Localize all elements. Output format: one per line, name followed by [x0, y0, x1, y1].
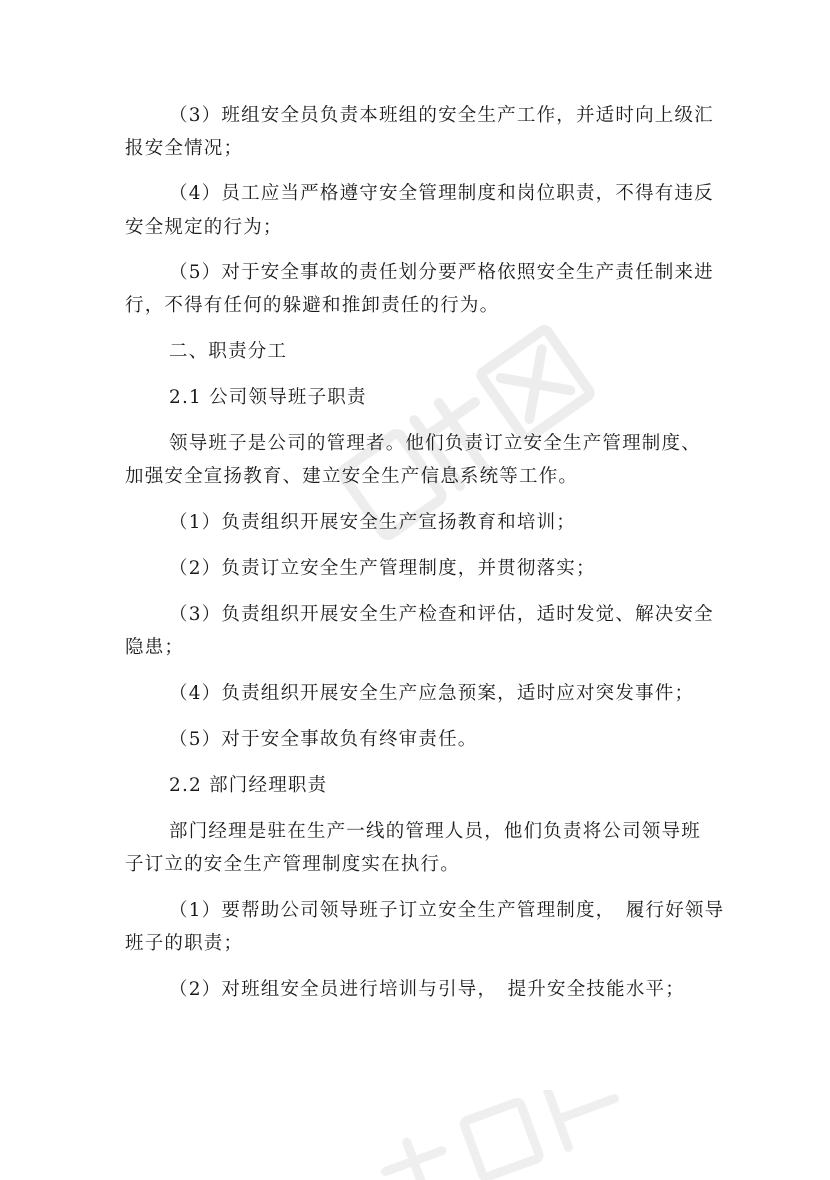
paragraph-4-line-1: （4）员工应当严格遵守安全管理制度和岗位职责，不得有违反: [169, 183, 714, 204]
paragraph-3-line-2: 报安全情况；: [125, 138, 244, 159]
paragraph-3-line-1: （3）班组安全员负责本班组的安全生产工作，并适时向上级汇: [169, 105, 714, 126]
leadership-item-1: （1）负责组织开展安全生产宣扬教育和培训；: [169, 512, 576, 533]
manager-item-1-line-2: 班子的职责；: [125, 933, 244, 954]
paragraph-5-line-2: 行，不得有任何的躲避和推卸责任的行为。: [125, 295, 500, 316]
manager-item-1-line-1: （1）要帮助公司领导班子订立安全生产管理制度， 履行好领导: [169, 900, 725, 921]
leadership-item-4: （4）负责组织开展安全生产应急预案，适时应对突发事件；: [169, 683, 695, 704]
section-heading-duties: 二、职责分工: [169, 341, 288, 362]
leadership-item-5: （5）对于安全事故负有终审责任。: [169, 729, 478, 750]
subsection-heading-2-1: 2.1 公司领导班子职责: [169, 387, 367, 408]
manager-intro-line-1: 部门经理是驻在生产一线的管理人员，他们负责将公司领导班: [169, 821, 701, 842]
leadership-item-3-line-1: （3）负责组织开展安全生产检查和评估，适时发觉、解决安全: [169, 604, 714, 625]
leadership-intro-line-2: 加强安全宣扬教育、建立安全生产信息系统等工作。: [125, 466, 579, 487]
manager-intro-line-2: 子订立的安全生产管理制度实在执行。: [125, 854, 460, 875]
leadership-item-3-line-2: 隐患；: [125, 637, 185, 658]
paragraph-4-line-2: 安全规定的行为；: [125, 217, 283, 238]
leadership-item-2: （2）负责订立安全生产管理制度，并贯彻落实；: [169, 558, 596, 579]
manager-item-2: （2）对班组安全员进行培训与引导， 提升安全技能水平；: [169, 979, 685, 1000]
paragraph-5-line-1: （5）对于安全事故的责任划分要严格依照安全生产责任制来进: [169, 262, 714, 283]
leadership-intro-line-1: 领导班子是公司的管理者。他们负责订立安全生产管理制度、: [169, 433, 701, 454]
subsection-heading-2-2: 2.2 部门经理职责: [169, 775, 328, 796]
watermark-graphic-bottom: [350, 1090, 650, 1180]
